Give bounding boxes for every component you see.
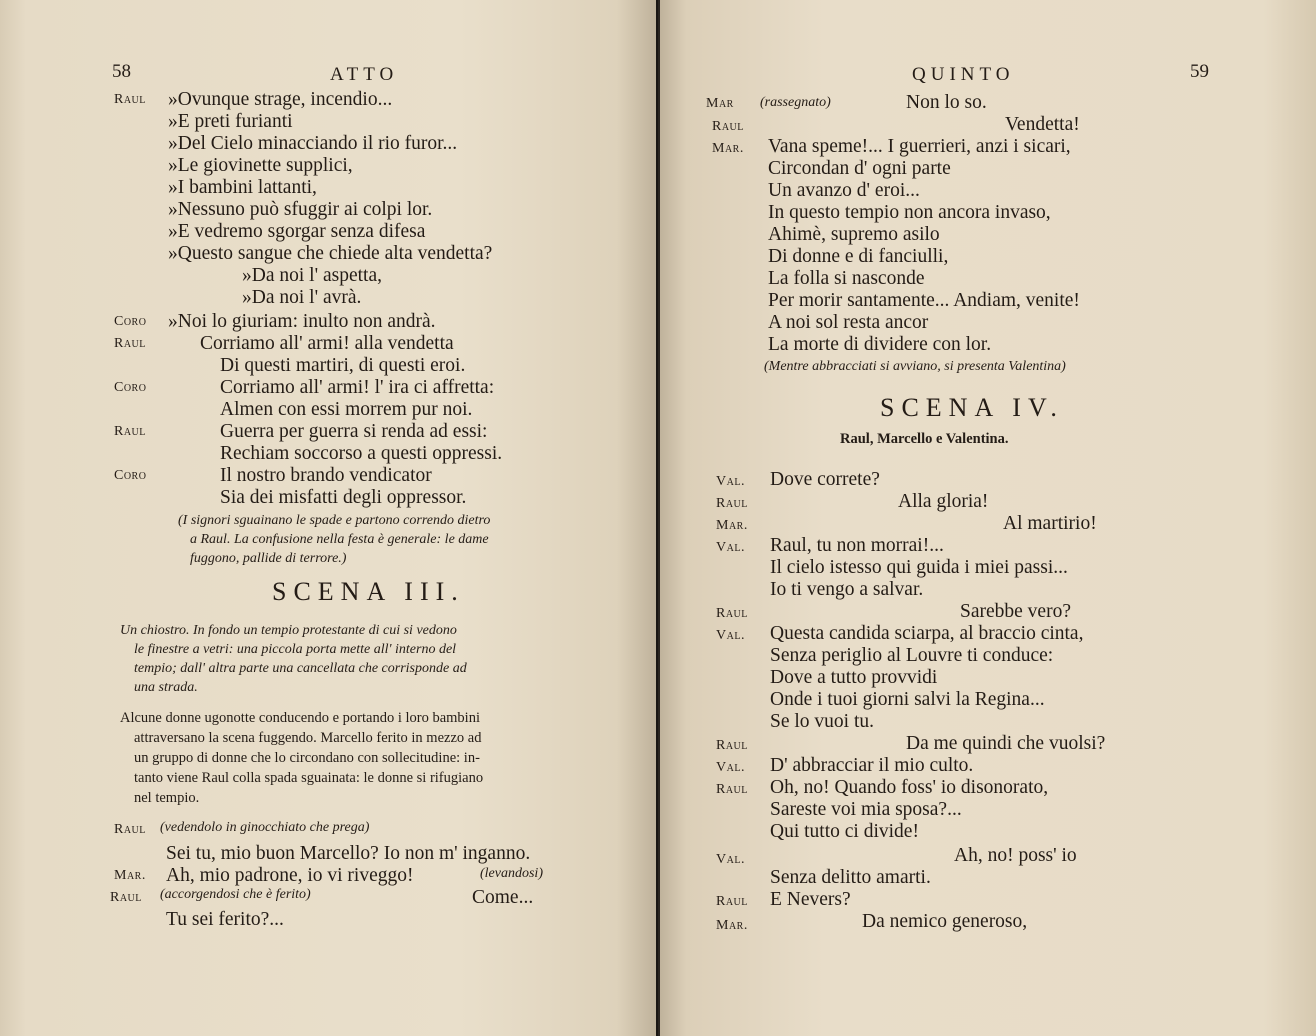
verse-line: Ahimè, supremo asilo — [768, 224, 940, 245]
verse-line: Da me quindi che vuolsi? — [906, 733, 1106, 754]
speaker-label: Raul — [716, 738, 748, 753]
verse-line: Guerra per guerra si renda ad essi: — [220, 421, 488, 442]
verse-line: Per morir santamente... Andiam, venite! — [768, 290, 1080, 311]
verse-line: Dove a tutto provvidi — [770, 667, 938, 688]
verse-line: »Da noi l' aspetta, — [242, 265, 382, 286]
verse-line: A noi sol resta ancor — [768, 312, 929, 333]
verse-line: Dove correte? — [770, 469, 880, 490]
description-text: attraversano la scena fuggendo. Marcello ferito in mezzo ad — [134, 730, 482, 746]
stage-direction: fuggono, pallide di terrore.) — [190, 551, 347, 566]
right-page — [660, 0, 1316, 1036]
verse-line: Un avanzo d' eroi... — [768, 180, 920, 201]
speaker-label: Val. — [716, 760, 745, 775]
verse-line: Il nostro brando vendicator — [220, 465, 432, 486]
verse-line: »Noi lo giuriam: inulto non andrà. — [168, 311, 436, 332]
speaker-label: Raul — [114, 92, 146, 107]
stage-direction: (levandosi) — [480, 866, 543, 881]
verse-line: Corriamo all' armi! l' ira ci affretta: — [220, 377, 495, 398]
speaker-label: Val. — [716, 540, 745, 555]
verse-line: Senza delitto amarti. — [770, 867, 931, 888]
verse-line: Onde i tuoi giorni salvi la Regina... — [770, 689, 1045, 710]
verse-line: Rechiam soccorso a questi oppressi. — [220, 443, 503, 464]
scene-title: SCENA III. — [272, 577, 465, 606]
scene-title: SCENA IV. — [880, 393, 1064, 422]
verse-line: Alla gloria! — [898, 491, 989, 512]
speaker-label: Coro — [114, 468, 147, 483]
speaker-label: Val. — [716, 474, 745, 489]
description-text: Alcune donne ugonotte conducendo e portando i loro bambini — [120, 710, 480, 726]
speaker-label: Mar. — [114, 868, 146, 883]
verse-line: La morte di dividere con lor. — [768, 334, 992, 355]
verse-line: Se lo vuoi tu. — [770, 711, 875, 732]
stage-direction: (I signori sguainano le spade e partono correndo dietro — [178, 513, 491, 528]
verse-line: Senza periglio al Louvre ti conduce: — [770, 645, 1054, 666]
speaker-label: Mar — [706, 96, 734, 111]
verse-line: Almen con essi morrem pur noi. — [220, 399, 473, 420]
verse-line: Corriamo all' armi! alla vendetta — [200, 333, 454, 354]
verse-line: »Da noi l' avrà. — [242, 287, 362, 308]
speaker-label: Coro — [114, 380, 147, 395]
verse-line: Ah, no! poss' io — [954, 845, 1077, 866]
verse-line: Sarebbe vero? — [960, 601, 1071, 622]
speaker-label: Coro — [114, 314, 147, 329]
description-text: tanto viene Raul colla spada sguainata: le donne si rifugiano — [134, 770, 484, 786]
speaker-label: Raul — [716, 496, 748, 511]
verse-line: Sei tu, mio buon Marcello? Io non m' inganno. — [166, 843, 531, 864]
verse-line: In questo tempio non ancora invaso, — [768, 202, 1051, 223]
setting-text: una strada. — [134, 680, 198, 695]
stage-direction: (Mentre abbracciati si avviano, si presenta Valentina) — [764, 359, 1066, 374]
stage-direction: (rassegnato) — [760, 95, 831, 110]
speaker-label: Raul — [716, 606, 748, 621]
verse-line: Vana speme!... I guerrieri, anzi i sicari, — [768, 136, 1071, 157]
speaker-label: Raul — [114, 822, 146, 837]
verse-line: »Del Cielo minacciando il rio furor... — [168, 133, 458, 154]
setting-text: le finestre a vetri: una piccola porta mette all' interno del — [134, 642, 457, 657]
verse-line: E Nevers? — [770, 889, 851, 910]
verse-line: Non lo so. — [906, 92, 987, 113]
description-text: un gruppo di donne che lo circondano con sollecitudine: in- — [134, 750, 480, 766]
verse-line: Al martirio! — [1003, 513, 1097, 534]
verse-line: »Ovunque strage, incendio... — [168, 89, 393, 110]
verse-line: »I bambini lattanti, — [168, 177, 317, 198]
verse-line: Questa candida sciarpa, al braccio cinta, — [770, 623, 1084, 644]
page-number: 59 — [1190, 61, 1209, 82]
speaker-label: Raul — [716, 894, 748, 909]
verse-line: Sia dei misfatti degli oppressor. — [220, 487, 467, 508]
setting-text: tempio; dall' altra parte una cancellata che corrisponde ad — [134, 661, 467, 676]
verse-line: Di donne e di fanciulli, — [768, 246, 949, 267]
description-text: nel tempio. — [134, 790, 200, 806]
verse-line: Oh, no! Quando foss' io disonorato, — [770, 777, 1049, 798]
stage-direction: (vedendolo in ginocchiato che prega) — [160, 820, 370, 835]
speaker-label: Val. — [716, 628, 745, 643]
verse-line: Qui tutto ci divide! — [770, 821, 919, 842]
verse-line: Da nemico generoso, — [862, 911, 1028, 932]
verse-line: »Questo sangue che chiede alta vendetta? — [168, 243, 493, 264]
stage-direction: (accorgendosi che è ferito) — [160, 887, 311, 902]
speaker-label: Raul — [110, 890, 142, 905]
verse-line: Come... — [472, 887, 534, 908]
verse-line: Tu sei ferito?... — [166, 909, 284, 930]
page-number: 58 — [112, 61, 131, 82]
speaker-label: Mar. — [716, 918, 748, 933]
verse-line: Sareste voi mia sposa?... — [770, 799, 962, 820]
verse-line: Raul, tu non morrai!... — [770, 535, 944, 556]
verse-line: Ah, mio padrone, io vi riveggo! — [166, 865, 414, 886]
verse-line: »E vedremo sgorgar senza difesa — [168, 221, 426, 242]
speaker-label: Raul — [114, 424, 146, 439]
speaker-label: Raul — [716, 782, 748, 797]
verse-line: »Nessuno può sfuggir ai colpi lor. — [168, 199, 433, 220]
scene-characters: Raul, Marcello e Valentina. — [840, 431, 1009, 447]
speaker-label: Val. — [716, 852, 745, 867]
verse-line: Io ti vengo a salvar. — [770, 579, 924, 600]
running-head: ATTO — [330, 64, 399, 85]
stage-direction: a Raul. La confusione nella festa è generale: le dame — [190, 532, 489, 547]
verse-line: Vendetta! — [1005, 114, 1080, 135]
running-head: QUINTO — [912, 64, 1015, 85]
speaker-label: Mar. — [716, 518, 748, 533]
verse-line: Di questi martiri, di questi eroi. — [220, 355, 466, 376]
speaker-label: Raul — [114, 336, 146, 351]
speaker-label: Raul — [712, 119, 744, 134]
speaker-label: Mar. — [712, 141, 744, 156]
verse-line: Circondan d' ogni parte — [768, 158, 951, 179]
setting-text: Un chiostro. In fondo un tempio protestante di cui si vedono — [120, 623, 457, 638]
verse-line: D' abbracciar il mio culto. — [770, 755, 974, 776]
verse-line: La folla si nasconde — [768, 268, 925, 289]
verse-line: Il cielo istesso qui guida i miei passi... — [770, 557, 1068, 578]
verse-line: »Le giovinette supplici, — [168, 155, 353, 176]
verse-line: »E preti furianti — [168, 111, 293, 132]
